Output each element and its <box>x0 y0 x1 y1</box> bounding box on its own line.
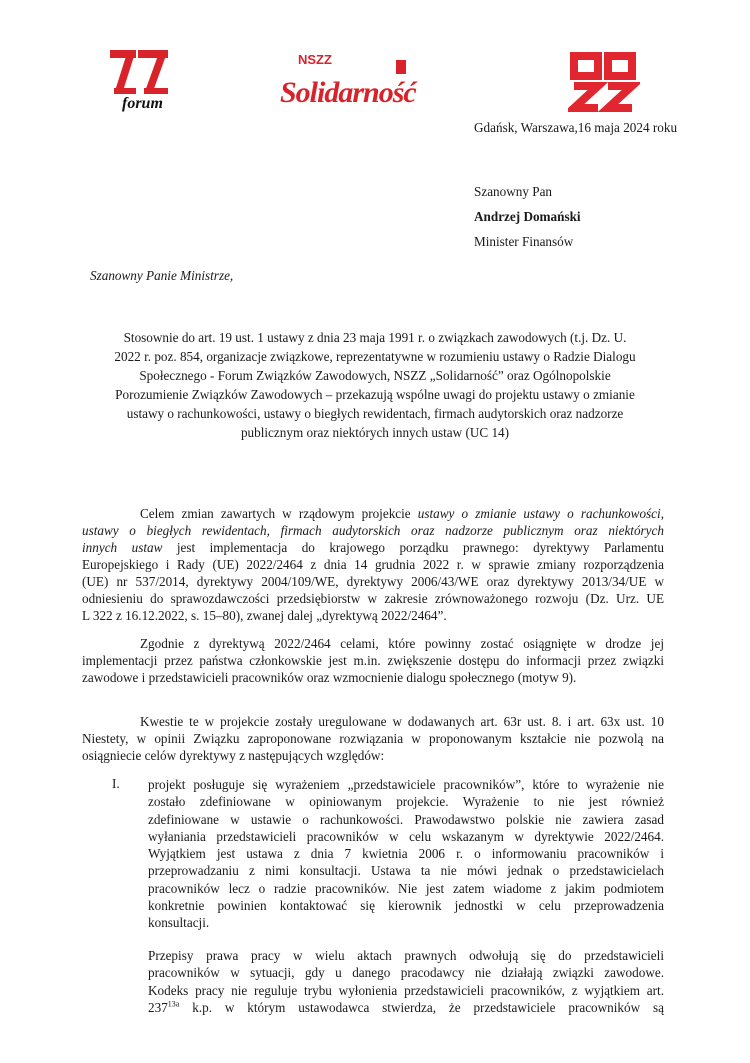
paragraph-issues <box>82 713 664 764</box>
paragraph-line: Europejskiego i Rady (UE) 2022/2464 z dnia 14 grudnia 2022 r. w sprawie zmiany rozporządzenia <box>82 557 664 572</box>
forum-logo-text: forum <box>122 95 163 112</box>
list-line: Wyjątkiem jest ustawa z dnia 7 kwietnia 2006 r. o informowaniu pracowników i <box>148 846 664 862</box>
salutation: Szanowny Panie Ministrze, <box>90 268 234 283</box>
addressee-name: Andrzej Domański <box>474 209 581 224</box>
forum-zz-logo <box>108 48 170 112</box>
text-run: k.p. w którym ustawodawca stwierdza, że przedstawiciele pracowników są <box>179 999 664 1015</box>
superscript: 13a <box>167 999 180 1009</box>
paragraph-line: L 322 z 16.12.2022, s. 15–80), zwanej dalej „dyrektywą 2022/2464”. <box>82 608 447 623</box>
intro-line: Społecznego - Forum Związków Zawodowych, NSZZ „Solidarność” oraz Ogólnopolskie <box>139 368 611 383</box>
list-line: pracowników w sytuacji, gdy u danego pracodawcy nie działają związki zawodowe. <box>148 965 664 981</box>
list-item-continuation <box>148 947 664 1016</box>
list-line: przeprowadzaniu z nimi konsultacji. Ustawa ta nie mówi jednak o przedstawicielach <box>148 863 664 879</box>
text-run: 237 <box>148 999 168 1015</box>
intro-paragraph <box>96 328 654 442</box>
addressee-greeting: Szanowny Pan <box>474 184 553 199</box>
solidarnosc-logo-text: Solidarność <box>280 76 416 109</box>
paragraph-line: osiągniecie celów dyrektywy z następujących względów: <box>82 748 385 763</box>
italic-run: innych ustaw <box>82 540 163 555</box>
paragraph-line <box>82 522 664 539</box>
paragraph-line: zawodowe i przedstawicieli pracowników oraz wzmocnienie dialogu społecznego (motyw 9). <box>82 670 577 685</box>
list-line: Przepisy prawa pracy w wielu aktach prawnych odwołują się do przedstawicieli <box>148 948 664 963</box>
list-line: konsultacji. <box>148 915 210 931</box>
paragraph-line: Zgodnie z dyrektywą 2022/2464 celami, które powinny zostać osiągnięte w drodze jej <box>140 636 664 651</box>
list-line: zdefiniowane w ustawie o rachunkowości. Prawodawstwo polskie nie zawiera zasad <box>148 811 664 827</box>
paragraph-line <box>82 539 664 556</box>
paragraph-purpose <box>82 505 664 624</box>
list-item-number: I. <box>112 776 120 791</box>
paragraph-line: (UE) nr 537/2014, dyrektywy 2004/109/WE, dyrektywy 2006/43/WE oraz dyrektywy 2013/34/UE w <box>82 574 664 589</box>
opzz-logo-text: OPZZ <box>568 50 571 51</box>
opzz-logo <box>568 50 640 112</box>
list-item-text <box>148 776 664 932</box>
letter-date: Gdańsk, Warszawa,16 maja 2024 roku <box>474 120 678 135</box>
intro-line: publicznym oraz niektórych innych ustaw (UC 14) <box>240 425 510 440</box>
paragraph-line: Kwestie te w projekcie zostały uregulowane w dodawanych art. 63r ust. 8. i art. 63x ust. 10 <box>140 714 664 729</box>
italic-run: ustawy o zmianie ustawy o rachunkowości, <box>417 506 664 521</box>
list-line: konkretnie powinien kontaktować się kierownik jednostki w celu przeprowadzenia <box>148 898 664 914</box>
list-line <box>148 999 664 1016</box>
list-line: Kodeks pracy nie reguluje trybu wyłonienia przedstawicieli pracowników, z wyjątkiem art. <box>148 982 664 998</box>
intro-line: ustawy o rachunkowości, ustawy o biegłych rewidentach, firmach audytorskich oraz nadzorze <box>126 406 624 421</box>
paragraph-line: odniesieniu do sprawozdawczości przedsiębiorstw w zakresie zrównoważonego rozwoju (Dz. Urz. UE <box>82 591 664 606</box>
nszz-logo-text: NSZZ <box>298 52 332 67</box>
intro-line: Porozumienie Związków Zawodowych – przekazują wspólne uwagi do projektu ustawy o zmianie <box>115 387 635 402</box>
intro-line: 2022 r. poz. 854, organizacje związkowe, reprezentatywne w rozumieniu ustawy o Radzie Dialogu <box>114 349 636 364</box>
list-line: projekt posługuje się wyrażeniem „przedstawiciele pracowników”, które to wyrażenie nie <box>148 777 664 792</box>
list-line: zostało zdefiniowane w opiniowanym projekcie. Wyrażenie to nie jest również <box>148 794 664 810</box>
italic-run: ustawy o biegłych rewidentach, firmach audytorskich oraz nadzorze publicznym oraz niektórych <box>82 523 664 538</box>
paragraph-line <box>82 505 664 522</box>
addressee-position: Minister Finansów <box>474 234 574 249</box>
paragraph-line: implementacji przez państwa członkowskie jest m.in. zwiększenie dostępu do informacji przez związki <box>82 653 664 668</box>
text-run: jest implementacja do krajowego porządku prawnego: dyrektywy Parlamentu <box>162 540 664 555</box>
intro-line: Stosownie do art. 19 ust. 1 ustawy z dnia 23 maja 1991 r. o związkach zawodowych (t.j. Dz. U. <box>123 330 627 345</box>
list-line: wyłaniania przedstawicieli pracowników w celu wskazanym w dyrektywie 2022/2464. <box>148 828 664 844</box>
list-line: pracowników lecz o radzie pracowników. Nie jest zatem wiadome z jakim podmiotem <box>148 880 664 896</box>
paragraph-directive-goals <box>82 635 664 686</box>
solidarnosc-logo <box>278 50 436 112</box>
paragraph-line: Niestety, w opinii Związku zaproponowane rozwiązania w proponowanym kształcie nie pozwolą na <box>82 731 664 746</box>
text-run: Celem zmian zawartych w rządowym projekcie <box>140 506 418 521</box>
